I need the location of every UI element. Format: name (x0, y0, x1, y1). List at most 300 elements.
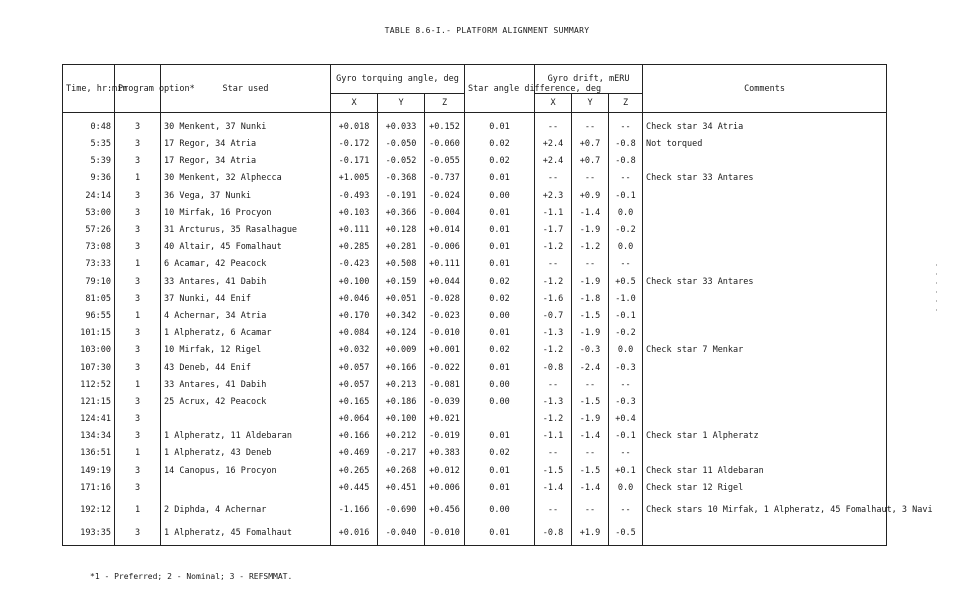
header-gyro-torquing: Gyro torquing angle, deg (331, 65, 465, 94)
cell-star-used: 1 Alpheratz, 43 Deneb (161, 445, 331, 462)
cell-torque-y: +0.186 (378, 394, 425, 411)
cell-torque-y: +0.051 (378, 291, 425, 308)
cell-star-used: 17 Regor, 34 Atria (161, 136, 331, 153)
table-row (63, 359, 887, 376)
cell-drift-x: -- (535, 256, 572, 273)
cell-program-option: 3 (115, 136, 161, 153)
cell-comment: Check star 12 Rigel (643, 480, 887, 497)
cell-time: 136:51 (63, 445, 115, 462)
cell-torque-y: +0.212 (378, 428, 425, 445)
cell-drift-z: 0.0 (609, 239, 643, 256)
cell-time: 134:34 (63, 428, 115, 445)
cell-star-used: 33 Antares, 41 Dabih (161, 377, 331, 394)
cell-drift-x: -1.6 (535, 291, 572, 308)
cell-torque-y: +0.128 (378, 222, 425, 239)
cell-comment (643, 153, 887, 170)
cell-drift-z: +0.1 (609, 463, 643, 480)
cell-drift-y: -- (572, 256, 609, 273)
cell-torque-y: -0.690 (378, 497, 425, 523)
margin-dot (936, 282, 937, 284)
cell-torque-x: +0.469 (331, 445, 378, 462)
cell-star-used: 30 Menkent, 32 Alphecca (161, 170, 331, 187)
cell-torque-x: +0.057 (331, 359, 378, 376)
cell-drift-y: -1.9 (572, 325, 609, 342)
cell-drift-z: -- (609, 170, 643, 187)
header-program-option: Program option* (115, 65, 161, 113)
cell-comment: Check star 7 Menkar (643, 342, 887, 359)
cell-drift-x: -1.4 (535, 480, 572, 497)
cell-comment (643, 256, 887, 273)
cell-time: 73:33 (63, 256, 115, 273)
cell-star-angle-difference: 0.02 (465, 136, 535, 153)
cell-drift-y: -1.4 (572, 428, 609, 445)
cell-comment (643, 291, 887, 308)
cell-drift-x: -0.8 (535, 359, 572, 376)
cell-program-option: 3 (115, 274, 161, 291)
cell-torque-x: +0.016 (331, 523, 378, 546)
cell-torque-z: +0.001 (425, 342, 465, 359)
margin-marks (934, 264, 938, 324)
cell-star-angle-difference: 0.02 (465, 342, 535, 359)
cell-drift-y: -1.5 (572, 308, 609, 325)
cell-program-option: 3 (115, 222, 161, 239)
cell-drift-z: 0.0 (609, 342, 643, 359)
cell-drift-y: +1.9 (572, 523, 609, 546)
cell-star-used: 1 Alpheratz, 45 Fomalhaut (161, 523, 331, 546)
cell-comment: Check stars 10 Mirfak, 1 Alpheratz, 45 Fomalhaut, 3 Navi (643, 497, 887, 523)
cell-torque-x: +0.445 (331, 480, 378, 497)
cell-torque-y: -0.191 (378, 188, 425, 205)
cell-star-angle-difference: 0.00 (465, 394, 535, 411)
header-torque-y: Y (378, 94, 425, 113)
cell-star-used: 1 Alpheratz, 11 Aldebaran (161, 428, 331, 445)
cell-star-angle-difference: 0.00 (465, 188, 535, 205)
table-row (63, 325, 887, 342)
cell-program-option: 3 (115, 428, 161, 445)
cell-star-used: 37 Nunki, 44 Enif (161, 291, 331, 308)
cell-torque-x: -0.171 (331, 153, 378, 170)
cell-star-angle-difference: 0.01 (465, 205, 535, 222)
cell-drift-z: -0.2 (609, 325, 643, 342)
cell-drift-x: -- (535, 113, 572, 137)
cell-drift-z: -0.1 (609, 428, 643, 445)
cell-star-used: 10 Mirfak, 16 Procyon (161, 205, 331, 222)
cell-star-used: 4 Achernar, 34 Atria (161, 308, 331, 325)
cell-comment: Not torqued (643, 136, 887, 153)
cell-comment: Check star 33 Antares (643, 274, 887, 291)
cell-time: 103:00 (63, 342, 115, 359)
cell-program-option: 3 (115, 359, 161, 376)
header-drift-z: Z (609, 94, 643, 113)
cell-drift-y: +0.7 (572, 136, 609, 153)
cell-torque-z: -0.737 (425, 170, 465, 187)
table-body (63, 113, 933, 546)
cell-star-angle-difference: 0.02 (465, 274, 535, 291)
cell-star-angle-difference: 0.00 (465, 308, 535, 325)
cell-drift-x: -1.3 (535, 394, 572, 411)
cell-torque-z: -0.019 (425, 428, 465, 445)
cell-time: 81:05 (63, 291, 115, 308)
cell-star-used: 10 Mirfak, 12 Rigel (161, 342, 331, 359)
cell-torque-x: +0.046 (331, 291, 378, 308)
cell-comment (643, 377, 887, 394)
cell-drift-y: -- (572, 445, 609, 462)
cell-drift-z: -- (609, 377, 643, 394)
cell-star-angle-difference: 0.01 (465, 428, 535, 445)
cell-torque-x: +0.103 (331, 205, 378, 222)
cell-drift-y: -- (572, 170, 609, 187)
cell-torque-z: -0.081 (425, 377, 465, 394)
cell-star-angle-difference: 0.00 (465, 377, 535, 394)
cell-star-angle-difference: 0.01 (465, 463, 535, 480)
cell-star-used: 6 Acamar, 42 Peacock (161, 256, 331, 273)
cell-drift-z: -- (609, 445, 643, 462)
cell-star-used: 1 Alpheratz, 6 Acamar (161, 325, 331, 342)
cell-program-option: 3 (115, 113, 161, 137)
cell-drift-x: -1.2 (535, 239, 572, 256)
cell-drift-x: +2.3 (535, 188, 572, 205)
cell-star-angle-difference: 0.02 (465, 153, 535, 170)
cell-star-angle-difference: 0.01 (465, 113, 535, 137)
cell-drift-x: -1.3 (535, 325, 572, 342)
cell-torque-y: -0.217 (378, 445, 425, 462)
cell-drift-x: -0.7 (535, 308, 572, 325)
cell-drift-x: -1.1 (535, 428, 572, 445)
cell-time: 79:10 (63, 274, 115, 291)
cell-comment (643, 523, 887, 546)
cell-star-used: 40 Altair, 45 Fomalhaut (161, 239, 331, 256)
cell-drift-x: +2.4 (535, 136, 572, 153)
cell-torque-x: -0.423 (331, 256, 378, 273)
cell-torque-y: +0.159 (378, 274, 425, 291)
cell-torque-x: +1.005 (331, 170, 378, 187)
cell-drift-z: -0.1 (609, 308, 643, 325)
cell-drift-z: -- (609, 256, 643, 273)
table-title: TABLE 8.6-I.- PLATFORM ALIGNMENT SUMMARY (384, 26, 590, 35)
table-row (63, 205, 887, 222)
table-row (63, 497, 887, 523)
cell-drift-x: -1.2 (535, 342, 572, 359)
margin-dot (936, 291, 937, 293)
table-row (63, 291, 887, 308)
cell-star-angle-difference: 0.01 (465, 256, 535, 273)
cell-torque-z: -0.010 (425, 325, 465, 342)
cell-star-angle-difference: 0.02 (465, 291, 535, 308)
cell-star-used: 17 Regor, 34 Atria (161, 153, 331, 170)
cell-program-option: 3 (115, 394, 161, 411)
table-row (63, 308, 887, 325)
cell-torque-x: +0.285 (331, 239, 378, 256)
cell-program-option: 1 (115, 445, 161, 462)
cell-drift-x: -1.2 (535, 274, 572, 291)
cell-torque-z: +0.006 (425, 480, 465, 497)
cell-torque-x: +0.166 (331, 428, 378, 445)
cell-drift-z: +0.4 (609, 411, 643, 428)
cell-program-option: 3 (115, 411, 161, 428)
cell-drift-x: -1.1 (535, 205, 572, 222)
margin-dot (936, 264, 937, 266)
cell-drift-z: -- (609, 113, 643, 137)
cell-torque-z: -0.010 (425, 523, 465, 546)
table-row (63, 113, 887, 137)
cell-program-option: 3 (115, 239, 161, 256)
cell-star-angle-difference (465, 411, 535, 428)
cell-star-angle-difference: 0.01 (465, 480, 535, 497)
cell-program-option: 1 (115, 497, 161, 523)
cell-program-option: 3 (115, 153, 161, 170)
cell-torque-x: -0.172 (331, 136, 378, 153)
table-row (63, 136, 887, 153)
cell-torque-y: -0.050 (378, 136, 425, 153)
cell-program-option: 3 (115, 480, 161, 497)
cell-comment (643, 325, 887, 342)
cell-torque-x: -0.493 (331, 188, 378, 205)
cell-drift-z: -0.1 (609, 188, 643, 205)
cell-torque-y: -0.040 (378, 523, 425, 546)
cell-drift-y: -1.4 (572, 480, 609, 497)
cell-drift-y: -2.4 (572, 359, 609, 376)
cell-comment (643, 308, 887, 325)
cell-program-option: 3 (115, 291, 161, 308)
cell-drift-y: -1.9 (572, 222, 609, 239)
cell-time: 96:55 (63, 308, 115, 325)
cell-time: 171:16 (63, 480, 115, 497)
cell-program-option: 1 (115, 308, 161, 325)
cell-torque-x: +0.084 (331, 325, 378, 342)
cell-drift-x: -0.8 (535, 523, 572, 546)
table-row (63, 239, 887, 256)
cell-torque-y: +0.166 (378, 359, 425, 376)
cell-torque-z: -0.028 (425, 291, 465, 308)
cell-torque-z: +0.044 (425, 274, 465, 291)
cell-time: 192:12 (63, 497, 115, 523)
cell-torque-z: +0.014 (425, 222, 465, 239)
cell-comment (643, 411, 887, 428)
cell-comment: Check star 1 Alpheratz (643, 428, 887, 445)
cell-torque-y: +0.213 (378, 377, 425, 394)
cell-drift-z: -1.0 (609, 291, 643, 308)
cell-torque-z: +0.012 (425, 463, 465, 480)
cell-comment (643, 445, 887, 462)
cell-star-used (161, 480, 331, 497)
cell-time: 107:30 (63, 359, 115, 376)
cell-program-option: 1 (115, 377, 161, 394)
cell-star-angle-difference: 0.01 (465, 359, 535, 376)
cell-torque-y: +0.342 (378, 308, 425, 325)
cell-program-option: 3 (115, 325, 161, 342)
cell-torque-y: +0.100 (378, 411, 425, 428)
cell-comment (643, 188, 887, 205)
cell-torque-z: +0.456 (425, 497, 465, 523)
cell-torque-z: -0.023 (425, 308, 465, 325)
cell-torque-z: -0.060 (425, 136, 465, 153)
cell-program-option: 1 (115, 256, 161, 273)
cell-torque-y: +0.268 (378, 463, 425, 480)
table-row (63, 222, 887, 239)
header-torque-x: X (331, 94, 378, 113)
header-star-angle-difference: Star angle difference, deg (465, 65, 535, 113)
cell-drift-z: -0.8 (609, 153, 643, 170)
cell-time: 9:36 (63, 170, 115, 187)
cell-comment: Check star 34 Atria (643, 113, 887, 137)
platform-alignment-table (62, 64, 933, 546)
margin-dot (936, 273, 937, 275)
cell-star-used: 43 Deneb, 44 Enif (161, 359, 331, 376)
cell-drift-z: 0.0 (609, 480, 643, 497)
cell-drift-x: +2.4 (535, 153, 572, 170)
cell-torque-y: +0.451 (378, 480, 425, 497)
header-drift-x: X (535, 94, 572, 113)
cell-star-used: 30 Menkent, 37 Nunki (161, 113, 331, 137)
table-row (63, 428, 887, 445)
cell-drift-x: -1.7 (535, 222, 572, 239)
cell-drift-y: -0.3 (572, 342, 609, 359)
cell-torque-z: -0.006 (425, 239, 465, 256)
cell-drift-x: -1.5 (535, 463, 572, 480)
table-row (63, 411, 887, 428)
cell-torque-z: +0.021 (425, 411, 465, 428)
cell-comment: Check star 11 Aldebaran (643, 463, 887, 480)
cell-torque-x: +0.064 (331, 411, 378, 428)
cell-time: 73:08 (63, 239, 115, 256)
table-row (63, 523, 887, 546)
cell-time: 5:39 (63, 153, 115, 170)
cell-torque-y: -0.368 (378, 170, 425, 187)
cell-torque-x: +0.018 (331, 113, 378, 137)
cell-torque-y: +0.281 (378, 239, 425, 256)
cell-torque-z: +0.111 (425, 256, 465, 273)
cell-time: 124:41 (63, 411, 115, 428)
cell-drift-z: -- (609, 497, 643, 523)
table-row (63, 274, 887, 291)
cell-star-angle-difference: 0.01 (465, 325, 535, 342)
cell-torque-z: +0.383 (425, 445, 465, 462)
cell-torque-x: +0.111 (331, 222, 378, 239)
cell-drift-z: -0.2 (609, 222, 643, 239)
cell-comment (643, 239, 887, 256)
cell-torque-z: -0.039 (425, 394, 465, 411)
cell-torque-z: +0.152 (425, 113, 465, 137)
cell-drift-x: -- (535, 445, 572, 462)
cell-time: 57:26 (63, 222, 115, 239)
cell-program-option: 3 (115, 188, 161, 205)
cell-star-angle-difference: 0.01 (465, 523, 535, 546)
cell-drift-y: -- (572, 113, 609, 137)
header-torque-z: Z (425, 94, 465, 113)
cell-star-used: 36 Vega, 37 Nunki (161, 188, 331, 205)
cell-star-used: 14 Canopus, 16 Procyon (161, 463, 331, 480)
cell-star-angle-difference: 0.00 (465, 497, 535, 523)
table-row (63, 153, 887, 170)
cell-drift-z: -0.8 (609, 136, 643, 153)
cell-torque-y: +0.366 (378, 205, 425, 222)
cell-torque-x: +0.170 (331, 308, 378, 325)
cell-time: 0:48 (63, 113, 115, 137)
cell-torque-y: +0.508 (378, 256, 425, 273)
table-row (63, 256, 887, 273)
margin-dot (936, 300, 937, 302)
cell-torque-z: -0.024 (425, 188, 465, 205)
cell-comment (643, 205, 887, 222)
cell-time: 101:15 (63, 325, 115, 342)
cell-torque-x: +0.032 (331, 342, 378, 359)
cell-star-angle-difference: 0.01 (465, 170, 535, 187)
header-gyro-drift: Gyro drift, mERU (535, 65, 643, 94)
cell-torque-z: -0.022 (425, 359, 465, 376)
cell-time: 5:35 (63, 136, 115, 153)
cell-drift-y: -1.8 (572, 291, 609, 308)
cell-drift-z: -0.5 (609, 523, 643, 546)
cell-star-used: 31 Arcturus, 35 Rasalhague (161, 222, 331, 239)
cell-drift-y: +0.9 (572, 188, 609, 205)
margin-dot (936, 309, 937, 311)
cell-drift-y: -1.9 (572, 411, 609, 428)
cell-drift-y: -1.5 (572, 463, 609, 480)
cell-time: 24:14 (63, 188, 115, 205)
header-drift-y: Y (572, 94, 609, 113)
cell-drift-x: -1.2 (535, 411, 572, 428)
cell-program-option: 3 (115, 342, 161, 359)
table-row (63, 188, 887, 205)
cell-torque-x: +0.165 (331, 394, 378, 411)
cell-star-angle-difference: 0.01 (465, 239, 535, 256)
cell-drift-x: -- (535, 377, 572, 394)
cell-torque-y: +0.124 (378, 325, 425, 342)
cell-torque-y: +0.009 (378, 342, 425, 359)
cell-drift-y: -1.5 (572, 394, 609, 411)
cell-drift-z: -0.3 (609, 394, 643, 411)
cell-torque-x: +0.057 (331, 377, 378, 394)
header-time: Time, hr:min (63, 65, 115, 113)
cell-star-used: 25 Acrux, 42 Peacock (161, 394, 331, 411)
cell-star-used (161, 411, 331, 428)
cell-time: 121:15 (63, 394, 115, 411)
cell-star-used: 2 Diphda, 4 Achernar (161, 497, 331, 523)
cell-star-angle-difference: 0.01 (465, 222, 535, 239)
cell-drift-z: +0.5 (609, 274, 643, 291)
footnote: *1 - Preferred; 2 - Nominal; 3 - REFSMMAT. (90, 572, 293, 581)
cell-drift-z: 0.0 (609, 205, 643, 222)
cell-drift-y: +0.7 (572, 153, 609, 170)
cell-comment (643, 222, 887, 239)
table-row (63, 445, 887, 462)
cell-torque-z: -0.004 (425, 205, 465, 222)
cell-star-angle-difference: 0.02 (465, 445, 535, 462)
table-row (63, 394, 887, 411)
cell-drift-z: -0.3 (609, 359, 643, 376)
cell-torque-y: +0.033 (378, 113, 425, 137)
cell-program-option: 3 (115, 523, 161, 546)
cell-torque-x: -1.166 (331, 497, 378, 523)
cell-program-option: 3 (115, 463, 161, 480)
cell-drift-y: -- (572, 377, 609, 394)
table-row (63, 480, 887, 497)
table-row (63, 170, 887, 187)
header-comments: Comments (643, 65, 887, 113)
cell-drift-y: -1.9 (572, 274, 609, 291)
cell-torque-x: +0.100 (331, 274, 378, 291)
cell-comment: Check star 33 Antares (643, 170, 887, 187)
cell-torque-x: +0.265 (331, 463, 378, 480)
header-star-used: Star used (161, 65, 331, 113)
cell-torque-z: -0.055 (425, 153, 465, 170)
cell-time: 193:35 (63, 523, 115, 546)
cell-program-option: 3 (115, 205, 161, 222)
cell-star-used: 33 Antares, 41 Dabih (161, 274, 331, 291)
cell-drift-y: -1.2 (572, 239, 609, 256)
cell-time: 53:00 (63, 205, 115, 222)
table-row (63, 342, 887, 359)
